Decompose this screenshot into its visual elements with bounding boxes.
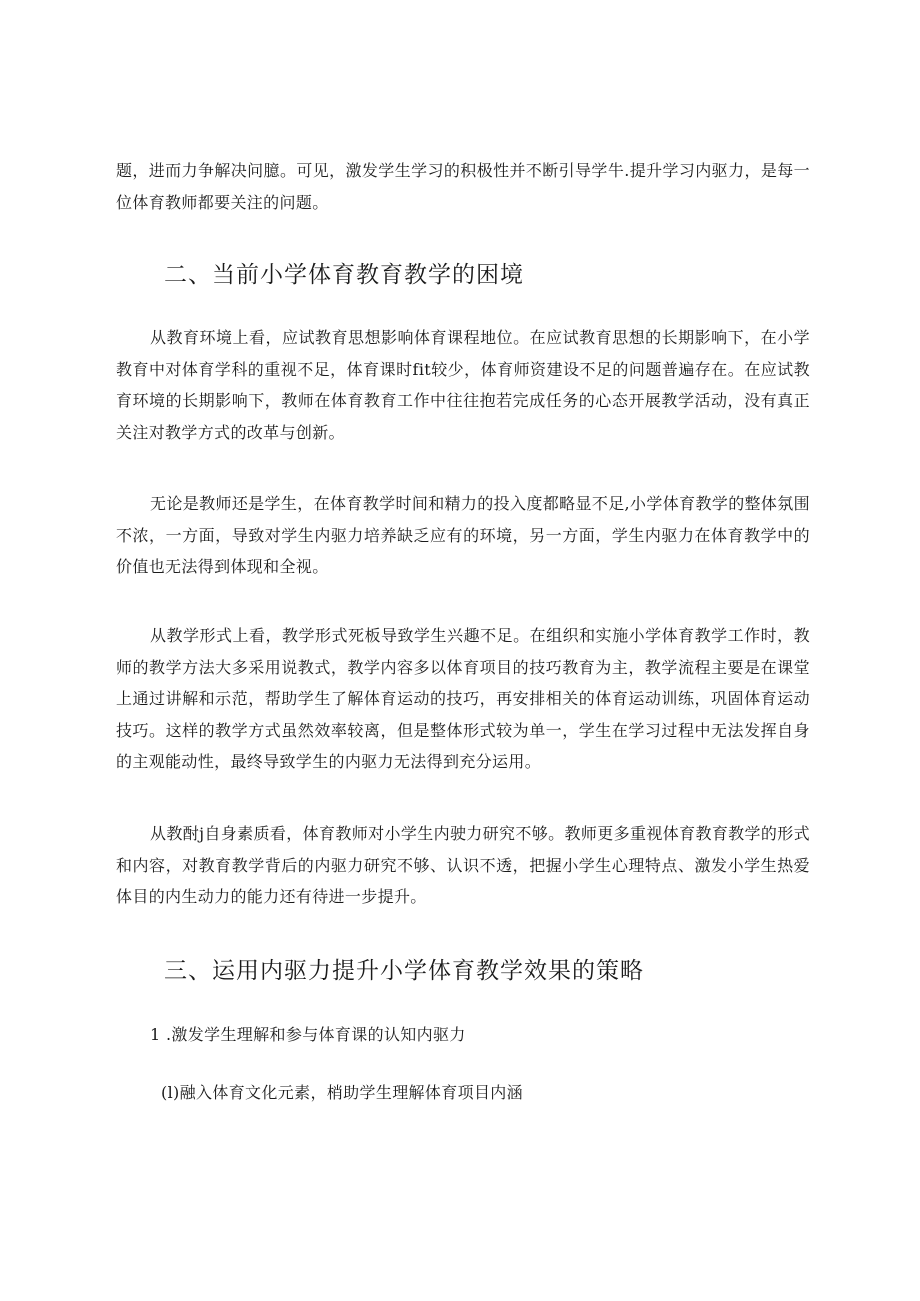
subheading-1: 1 .激发学生理解和参与体育课的认知内驱力 — [150, 1025, 466, 1044]
section-heading-3: 三、运用内驱力提升小学体育教学效果的策略 — [164, 958, 644, 984]
paragraph-education-environment: 从教育环境上看，应试教育思想影响体育课程地位。在应试教育思想的长期影响下，在小学教育中对体育学科的重视不足，体育课时fit较少，体育师资建设不足的问题普遍存在。在应试教育环境的长期影响下，教师在体育教育工作中往往抱若完成任务的心态开展教学活动，没有真正关注对教学方式的改革与创新。 — [116, 328, 810, 442]
section-heading-2: 二、当前小学体育教育教学的困境 — [164, 262, 524, 288]
paragraph-continuation: 题，进而力争解决问臆。可见，激发学生学习的积极性并不断引导学牛.提升学习内驱力，是每一位体育教师都要关注的问题。 — [116, 161, 810, 212]
subheading-1-1: (l)融入体育文化元素，梢助学生理解体育项目内涵 — [161, 1083, 524, 1102]
paragraph-investment: 无论是教师还是学生，在体育教学时间和精力的投入度都略显不足,小学体育教学的整体氛围不浓，一方面，导致对学生内驱力培养缺乏应有的环境，另一方面，学生内驱力在体育教学中的价值也无法得到体现和全视。 — [116, 494, 810, 576]
paragraph-teaching-form: 从教学形式上看，教学形式死板导致学生兴趣不足。在组织和实施小学体育教学工作时，教师的教学方法大多采用说教式，教学内容多以体育项目的技巧教育为主，教学流程主要是在课堂上通过讲解和示范，帮助学生了解体育运动的技巧，再安排相关的体育运动训练，巩固体育运动技巧。这样的教学方式虽然效率较离，但是整体形式较为单一，学生在学习过程中无法发挥自身的主观能动性，最终导致学生的内驱力无法得到充分运用。 — [116, 626, 810, 771]
paragraph-teacher-quality: 从教酎j自身素质看，体育教师对小学生内驶力研究不够。教师更多重视体育教育教学的形式和内容，对教育教学背后的内驱力研究不够、认识不透，把握小学生心理特点、激发小学生热爱体目的内生动力的能力还有待进一步提升。 — [116, 824, 810, 906]
